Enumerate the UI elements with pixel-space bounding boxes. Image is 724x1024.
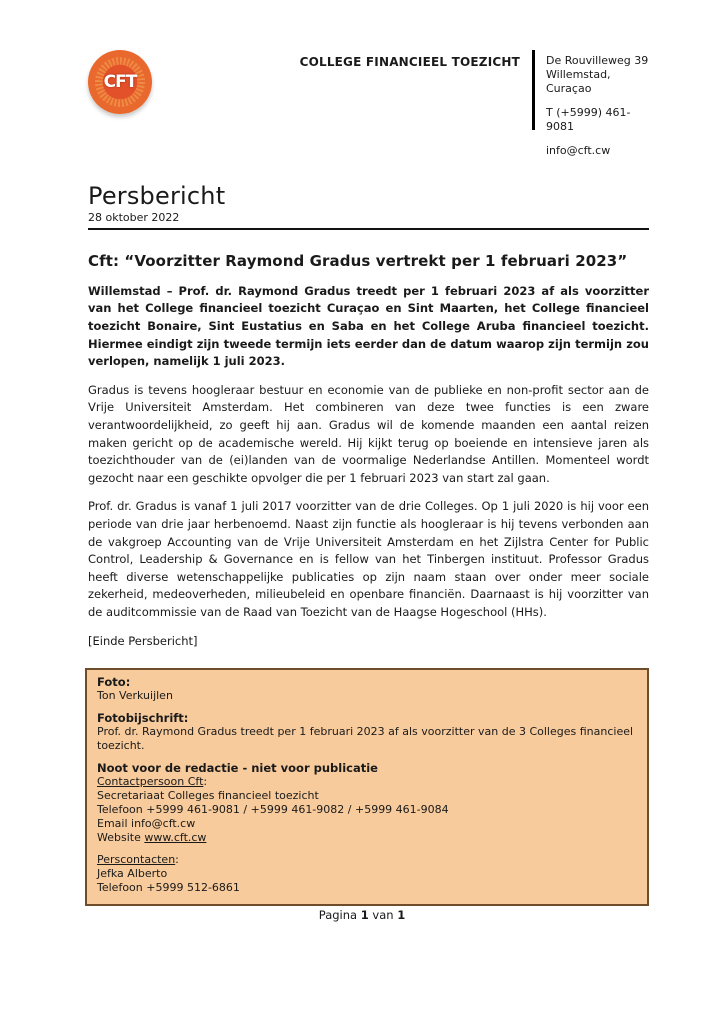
press-contact-group	[97, 853, 637, 895]
page-title: Persbericht	[88, 182, 226, 210]
website-link[interactable]: www.cft.cw	[144, 831, 207, 845]
footer-prefix: Pagina	[318, 908, 361, 922]
caption-label: Fotobijschrift:	[97, 711, 189, 726]
footer-total-pages: 1	[397, 908, 406, 922]
body-paragraph-1: Gradus is tevens hoogleraar bestuur en economie van de publieke en non-profit sector aan de Vrije Universiteit Amsterdam. Het combineren van deze twee functies is een zware verantwoordelijkheid, zo geeft hij aan. Gradus wil de komende maanden een aantal reizen maken gericht op de academische wereld. Hij kijkt terug op boeiende en intensieve jaren als toezichthouder van de (ei)landen van de voormalige Nederlandse Antillen. Momenteel wordt gezocht naar een geschikte opvolger die per 1 februari 2023 van start zal gaan.	[88, 382, 649, 485]
footer-page-number: 1	[360, 908, 369, 922]
caption-text: Prof. dr. Raymond Gradus treedt per 1 februari 2023 af als voorzitter van de 3 Colleges financieel toezicht.	[97, 725, 634, 753]
press-heading: Perscontacten	[97, 853, 176, 867]
document-date: 28 oktober 2022	[88, 210, 180, 224]
cft-logo-icon	[88, 50, 152, 114]
headline: Cft: “Voorzitter Raymond Gradus vertrekt per 1 februari 2023”	[88, 251, 628, 270]
document-body	[88, 183, 649, 906]
lead-paragraph: Willemstad – Prof. dr. Raymond Gradus treedt per 1 februari 2023 af als voorzitter van het College financieel toezicht Curaçao en Sint Maarten, het College financieel toezicht Bonaire, Sint Eustatius en Saba en het College Aruba financieel toezicht. Hiermee eindigt zijn tweede termijn iets eerder dan de datum waarop zijn termijn zou verlopen, namelijk 1 juli 2023.	[88, 283, 649, 369]
address-line-2: Willemstad, Curaçao	[546, 68, 611, 95]
photo-label: Foto:	[97, 675, 131, 690]
press-heading-line: Perscontacten:	[97, 853, 179, 867]
contact-website-line: Website www.cft.cw	[97, 831, 207, 845]
editor-contact-group	[97, 761, 637, 845]
photo-credit: Ton Verkuijlen	[97, 689, 173, 703]
contact-heading-line: Contactpersoon Cft:	[97, 775, 208, 789]
editor-note-label: Noot voor de redactie - niet voor publicatie	[97, 761, 378, 776]
contact-phones: Telefoon +5999 461-9081 / +5999 461-9082 / +5999 461-9084	[97, 803, 449, 817]
page-footer	[0, 908, 724, 922]
press-contact-name: Jefka Alberto	[97, 867, 168, 881]
cft-logo-text: CFT	[103, 72, 137, 92]
body-paragraph-2: Prof. dr. Gradus is vanaf 1 juli 2017 voorzitter van de drie Colleges. Op 1 juli 2020 is hij voor een periode van drie jaar herbenoemd. Naast zijn functie als hoogleraar is hij tevens verbonden aan de vakgroep Accounting van de Vrije Universiteit Amsterdam en het Zijlstra Center for Public Control, Leadership & Governance en is fellow van het Tinbergen instituut. Professor Gradus heeft diverse wetenschappelijke publicaties op zijn naam staan over onder meer sociale zekerheid, medeoverheden, milieubeleid en openbare financiën. Daarnaast is hij voorzitter van de auditcommissie van de Raad van Toezicht van de Haagse Hogeschool (HHs).	[88, 499, 649, 619]
contact-block	[546, 50, 658, 158]
contact-email-line: Email info@cft.cw	[97, 817, 196, 831]
letterhead	[88, 50, 658, 158]
press-contact-phone: Telefoon +5999 512-6861	[97, 881, 240, 895]
photo-credit-group	[97, 675, 637, 703]
vertical-divider	[532, 50, 535, 130]
email-line: info@cft.cw	[546, 144, 611, 157]
contact-email: info@cft.cw	[131, 817, 196, 831]
end-marker: [Einde Persbericht]	[88, 633, 198, 648]
editor-note-box	[85, 668, 649, 906]
footer-middle: van	[368, 908, 398, 922]
phone-line: T (+5999) 461-9081	[546, 106, 631, 133]
title-block	[88, 183, 649, 230]
contact-org: Secretariaat Colleges financieel toezicht	[97, 789, 319, 803]
caption-group	[97, 711, 637, 753]
org-name: COLLEGE FINANCIEEL TOEZICHT	[299, 55, 520, 69]
contact-heading: Contactpersoon Cft	[97, 775, 204, 789]
address-line-1: De Rouvilleweg 39	[546, 54, 649, 67]
